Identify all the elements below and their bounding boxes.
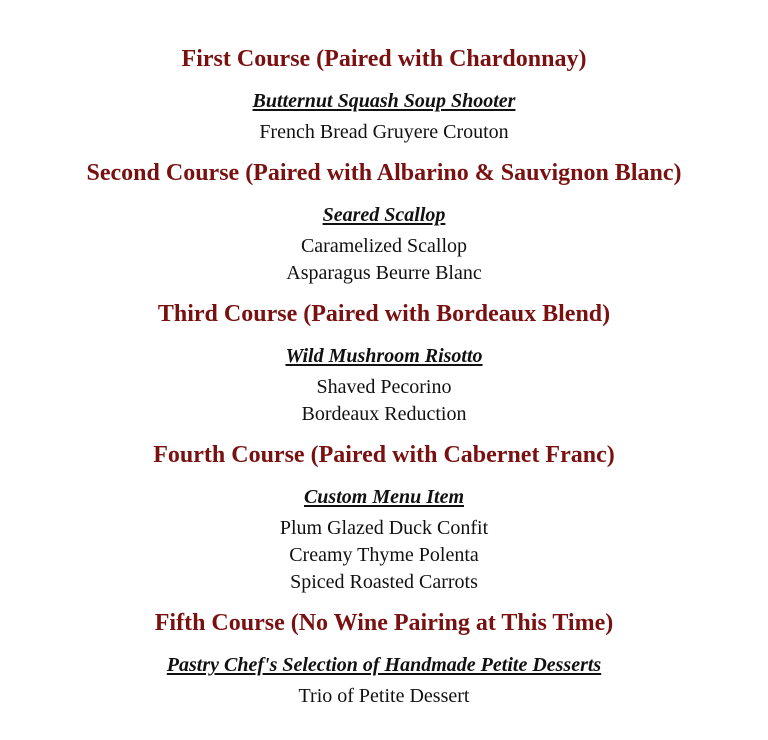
course-1-title: First Course (Paired with Chardonnay): [181, 46, 587, 72]
course-2-detail-2: Asparagus Beurre Blanc: [286, 262, 482, 284]
course-1-dish-name: Butternut Squash Soup Shooter: [252, 90, 516, 112]
course-3-title: Third Course (Paired with Bordeaux Blend): [157, 301, 611, 327]
course-5-dish-name: Pastry Chef's Selection of Handmade Petite Desserts: [166, 654, 602, 676]
course-3-detail-2: Bordeaux Reduction: [301, 403, 467, 425]
course-4-title: Fourth Course (Paired with Cabernet Franc): [153, 442, 615, 468]
course-2-title: Second Course (Paired with Albarino & Sauvignon Blanc): [86, 160, 682, 186]
course-2-detail-1: Caramelized Scallop: [300, 235, 468, 257]
course-4-detail-2: Creamy Thyme Polenta: [289, 544, 479, 566]
course-5-title: Fifth Course (No Wine Pairing at This Time): [154, 610, 614, 636]
course-3-detail-1: Shaved Pecorino: [316, 376, 452, 398]
course-4-detail-3: Spiced Roasted Carrots: [290, 571, 478, 593]
course-2-dish-name: Seared Scallop: [322, 204, 446, 226]
course-5-detail-1: Trio of Petite Dessert: [298, 685, 470, 707]
course-1-detail-1: French Bread Gruyere Crouton: [259, 121, 509, 143]
course-4-detail-1: Plum Glazed Duck Confit: [279, 517, 489, 539]
course-3-dish-name: Wild Mushroom Risotto: [285, 345, 483, 367]
course-4-dish-name: Custom Menu Item: [303, 486, 465, 508]
